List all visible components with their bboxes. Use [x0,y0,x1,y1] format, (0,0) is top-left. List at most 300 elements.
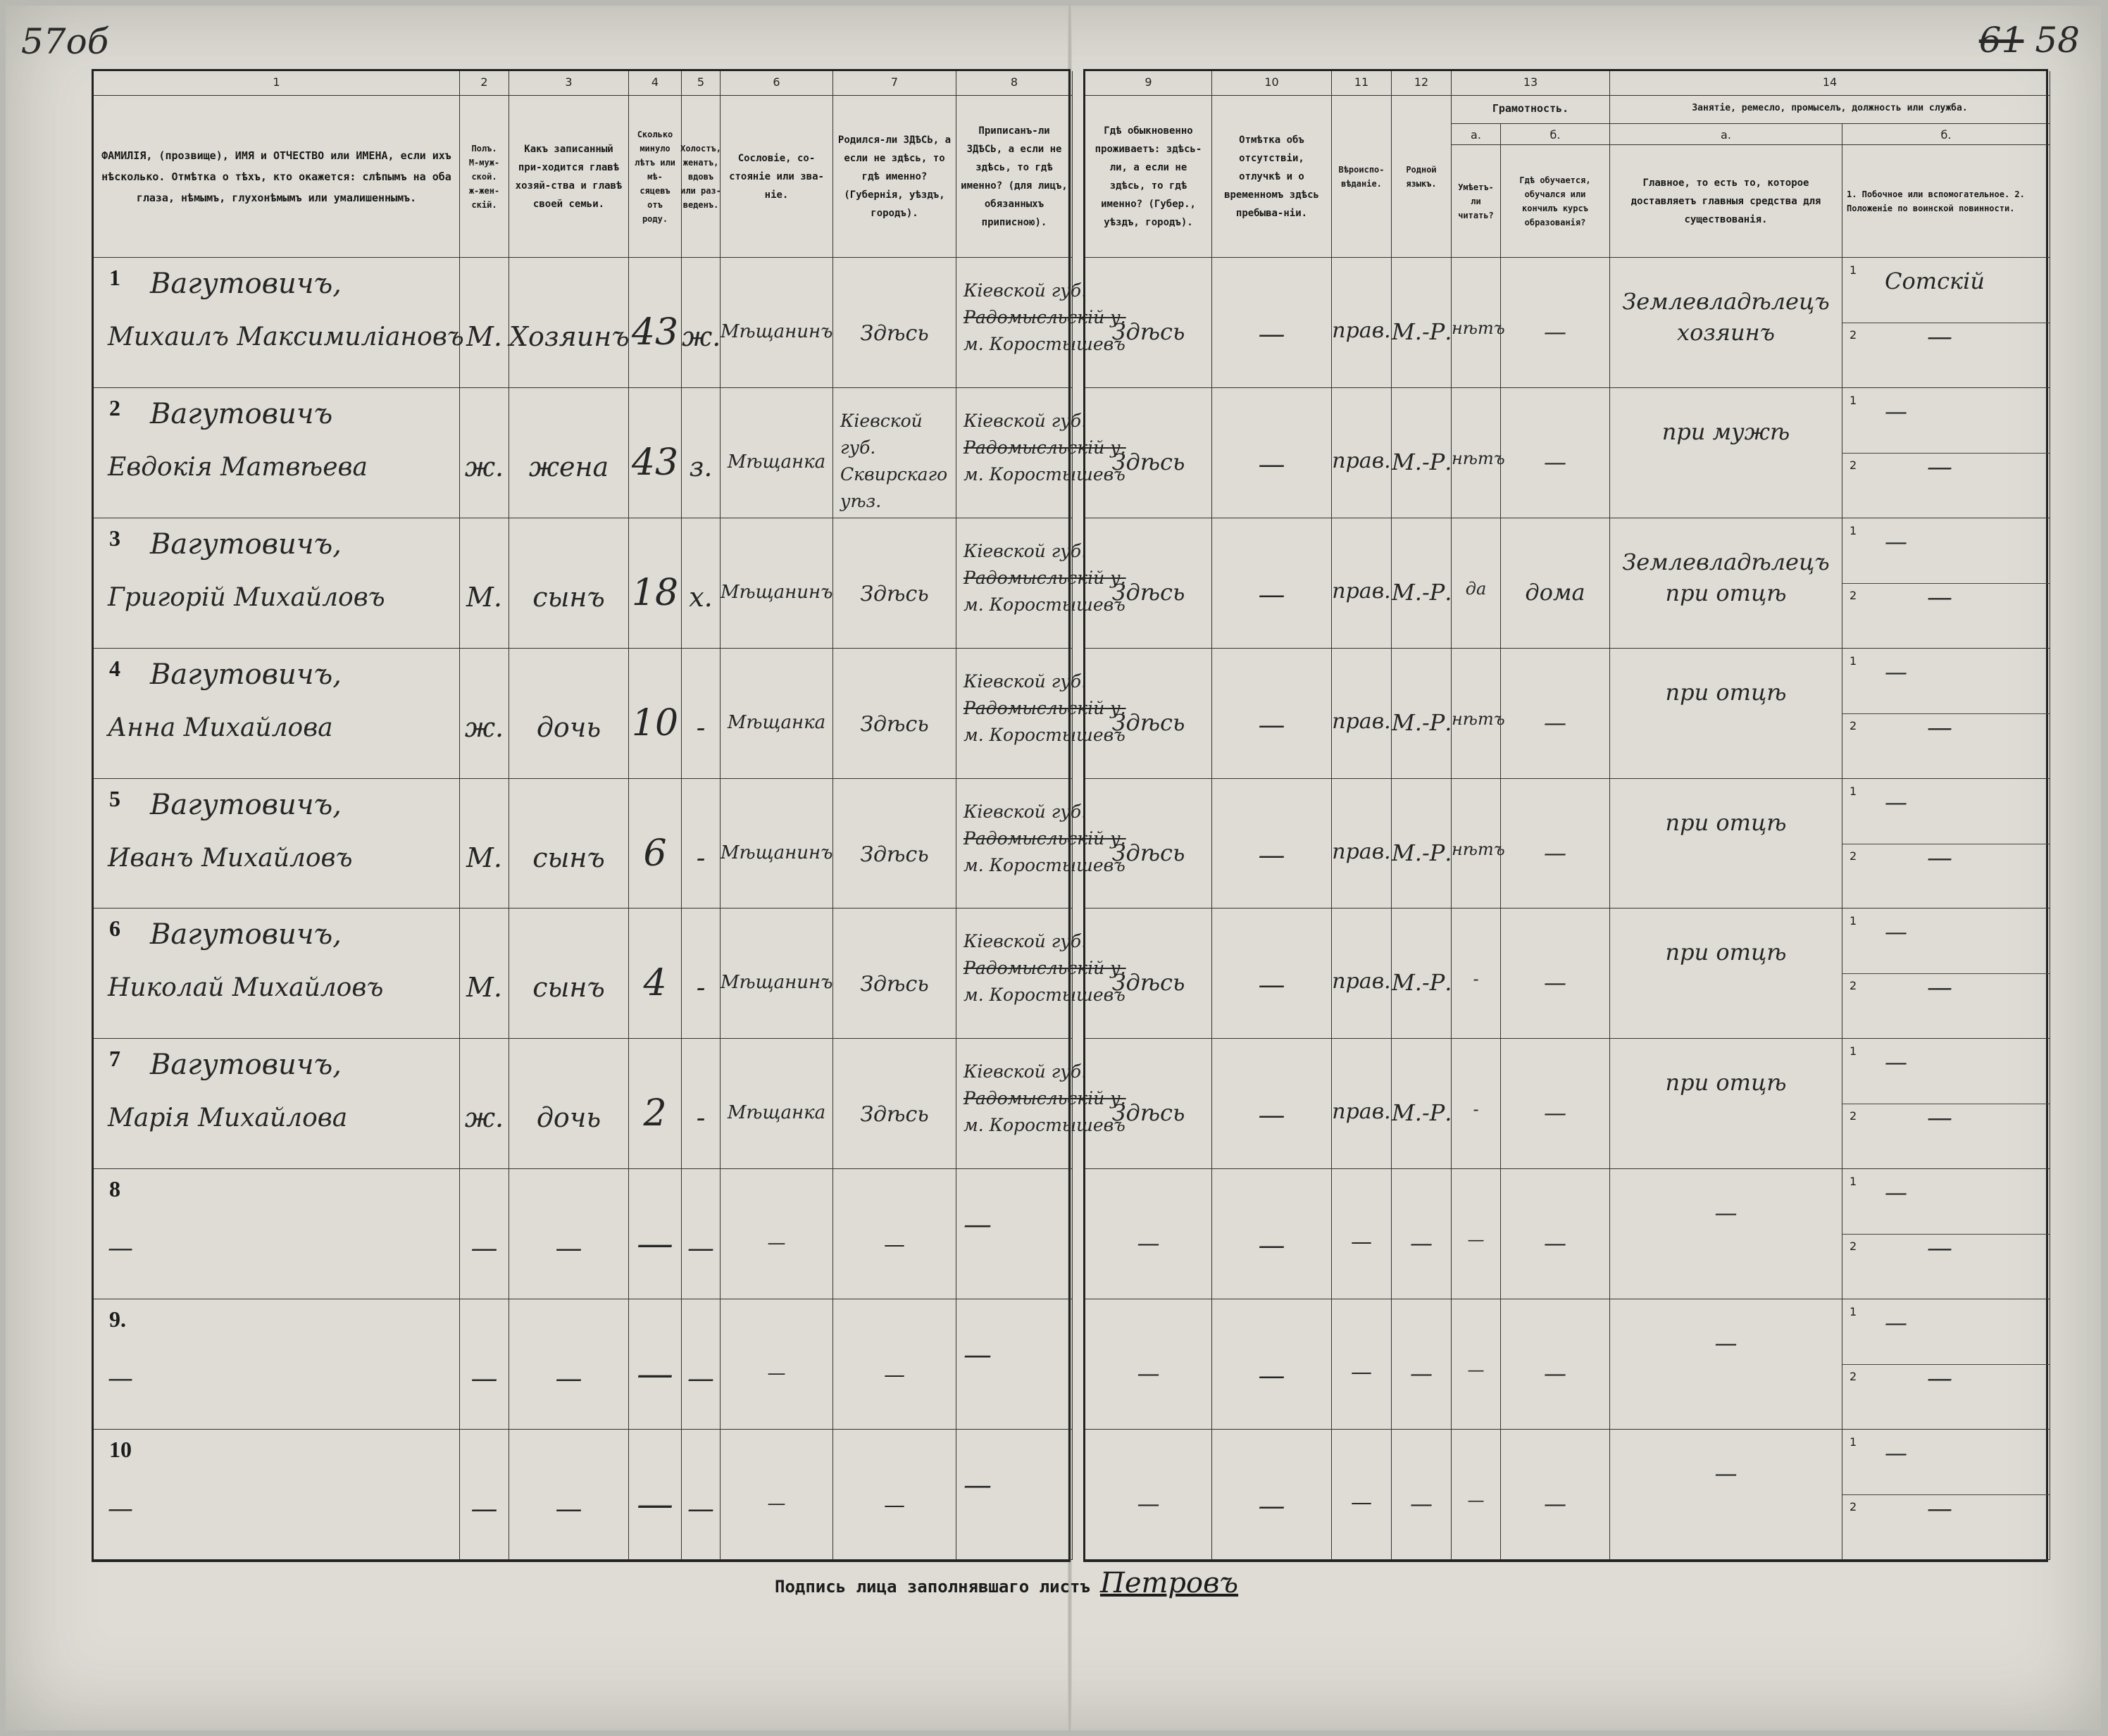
education-value: — [1544,969,1566,997]
secondary-occupation-value: — [1885,527,1907,555]
relation-value: сынъ [532,842,605,873]
estate-cell [721,1430,833,1560]
census-table-right [1083,69,2048,1562]
marital-cell [682,1039,721,1169]
secondary-occupation-cell [1842,518,2050,649]
estate-cell [721,779,833,909]
column-header: Сколько минуло лѣтъ или мѣ-сяцевъ отъ роду. [629,96,682,258]
name-cell [94,1039,460,1169]
military-status-value: — [1927,973,1952,1003]
residence-cell [1085,258,1212,388]
occupation-cell [1610,1039,1842,1169]
marital-value: — [687,1363,714,1394]
registration-district: Радомысльскій у. [963,307,1126,327]
literacy-cell [1452,1039,1501,1169]
age-cell [629,1039,682,1169]
name-cell [94,649,460,779]
birthplace-cell [833,1299,956,1430]
age-value: 6 [643,832,667,875]
registration-town: м. Коростышевъ [963,1115,1125,1136]
sub-row-number: 2 [1850,458,1857,472]
name-cell [94,1430,460,1560]
relation-cell [509,258,629,388]
struck-page-number: 61 [1978,20,2024,61]
column-header: Умѣетъ-ли читать? [1452,145,1501,258]
sub-column-label: б. [1842,124,2050,145]
military-status-value: — [1927,713,1952,742]
residence-cell [1085,518,1212,649]
religion-value: прав. [1332,969,1391,994]
row-number: 8 [109,1176,120,1202]
registration-province: Кіевской губ. [963,801,1087,822]
name-cell [94,779,460,909]
secondary-occupation-value: — [1885,918,1907,946]
education-cell [1501,258,1610,388]
surname: Вагутовичъ, [150,658,342,691]
secondary-occupation-row [1842,649,2050,714]
age-cell [629,518,682,649]
language-value: М.-Р. [1392,969,1452,997]
registration-town: м. Коростышевъ [963,724,1125,745]
religion-value: — [1351,1490,1372,1516]
sex-cell [460,1039,509,1169]
military-status-row [1842,583,2050,648]
literacy-cell [1452,1169,1501,1299]
birthplace-value: Здѣсь [860,1102,929,1128]
birthplace-cell [833,258,956,388]
registration-district: Радомысльскій у. [963,697,1126,718]
sex-cell [460,779,509,909]
column-header: Родился-ли ЗДѢСЬ, а если не здѣсь, то гдѣ именно? (Губернія, уѣздъ, городъ). [833,96,956,258]
religion-cell [1332,779,1392,909]
column-number: 9 [1085,71,1212,96]
sex-cell [460,649,509,779]
archive-page-number-right [1979,20,2080,61]
secondary-occupation-value: — [1885,1179,1907,1206]
registration-cell [956,258,1126,388]
column-header: Полъ. М-муж-ской. ж-жен-скій. [460,96,509,258]
absence-cell [1212,1299,1332,1430]
religion-cell [1332,649,1392,779]
absence-value: — [1258,448,1285,480]
sub-row-number: 1 [1850,393,1857,407]
row-number: 5 [109,785,120,811]
military-status-row [1842,713,2050,778]
education-cell [1501,388,1610,518]
occupation-value: при отцѣ [1665,1069,1787,1097]
estate-value: Мѣщанинъ [721,972,833,994]
residence-value: Здѣсь [1111,318,1185,345]
military-status-value: — [1927,1234,1952,1263]
education-cell [1501,1430,1610,1560]
relation-value: Хозяинъ [509,321,630,352]
religion-cell [1332,518,1392,649]
registration-cell [956,1169,1073,1299]
marital-value: — [687,1232,714,1264]
absence-cell [1212,908,1332,1039]
given-name: — [108,1494,133,1524]
birthplace-value: Здѣсь [860,321,929,346]
occupation-value: при отцѣ [1665,939,1787,966]
estate-cell [721,649,833,779]
column-number: 11 [1332,71,1392,96]
education-value: дома [1525,578,1585,606]
age-cell [629,649,682,779]
military-status-value: — [1927,452,1952,482]
surname: Вагутовичъ, [150,1049,342,1082]
language-value: — [1410,1230,1433,1257]
relation-cell [509,649,629,779]
marital-cell [682,908,721,1039]
education-cell [1501,779,1610,909]
secondary-occupation-row [1842,908,2050,974]
column-header: Отмѣтка объ отсутствіи, отлучкѣ и о временномъ здѣсь пребыва-ніи. [1212,96,1332,258]
religion-cell [1332,1299,1392,1430]
birthplace-cell [833,649,956,779]
column-header: Главное, то есть то, которое доставляетъ главныя средства для существованія. [1610,145,1842,258]
age-value: 2 [643,1092,667,1135]
name-cell [94,258,464,388]
occupation-cell [1610,518,1842,649]
literacy-group-header: Грамотность. [1452,96,1610,124]
sub-row-number: 2 [1850,1109,1857,1123]
birthplace-cell [833,779,956,909]
birthplace-value: Здѣсь [860,711,929,737]
military-status-row [1842,1104,2050,1168]
residence-value: — [1137,1490,1160,1518]
sex-value: ж. [464,1102,504,1134]
absence-cell [1212,1430,1332,1560]
column-header: ФАМИЛІЯ, (прозвище), ИМЯ и ОТЧЕСТВО или ИМЕНА, если ихъ нѣсколько. Отмѣтка о тѣхъ, кто окажется: слѣпымъ на оба глаза, нѣмымъ, глухонѣмымъ или умалишеннымъ. [94,96,460,258]
estate-cell [721,388,833,518]
religion-value: — [1351,1230,1372,1255]
religion-cell [1332,1169,1392,1299]
age-cell [629,1169,682,1299]
religion-cell [1332,1430,1392,1560]
column-header: Холостъ, женатъ, вдовъ или раз-веденъ. [682,96,721,258]
column-number: 6 [721,71,833,96]
relation-cell [509,1039,629,1169]
residence-value: Здѣсь [1111,448,1185,475]
literacy-value: — [1467,1360,1485,1380]
sub-row-number: 1 [1850,914,1857,928]
sub-row-number: 1 [1850,1175,1857,1189]
education-value: — [1544,1099,1566,1127]
row-number: 3 [109,525,120,551]
military-status-row [1842,844,2050,908]
language-cell [1392,1299,1452,1430]
absence-cell [1212,518,1332,649]
absence-value: — [1258,708,1285,740]
birthplace-value: — [884,1232,905,1258]
age-value: 4 [643,962,667,1005]
religion-cell [1332,388,1392,518]
education-cell [1501,1299,1610,1430]
sub-row-number: 2 [1850,588,1857,602]
residence-value: Здѣсь [1111,1099,1185,1127]
age-value: — [637,1223,673,1266]
sub-column-label: а. [1452,124,1501,145]
column-number: 2 [460,71,509,96]
education-value: — [1544,1230,1566,1257]
census-table-left [92,69,1126,1562]
age-value: — [637,1483,673,1526]
marital-cell [682,518,721,649]
registration-cell [956,1430,1073,1560]
marital-value: - [696,842,706,873]
surname: Вагутовичъ, [150,527,342,561]
given-name: Марія Михайлова [108,1104,348,1133]
sex-value: М. [466,581,502,613]
relation-value: жена [528,451,609,482]
literacy-value: нѣтъ [1452,318,1505,338]
absence-cell [1212,649,1332,779]
literacy-cell [1452,779,1505,909]
given-name: Анна Михайлова [108,713,333,742]
education-cell [1501,1039,1610,1169]
residence-value: Здѣсь [1111,969,1185,997]
surname: Вагутовичъ, [150,788,342,821]
occupation-value: при мужѣ [1661,418,1790,445]
secondary-occupation-cell [1842,388,2050,518]
secondary-occupation-row [1842,388,2050,454]
birthplace-value: Кіевской губ. Сквирскаго уѣз. [840,410,948,511]
military-status-row [1842,1364,2050,1429]
language-cell [1392,1430,1452,1560]
occupation-cell [1610,649,1842,779]
literacy-value: нѣтъ [1452,708,1505,729]
birthplace-value: — [884,1363,905,1388]
registration-province: Кіевской губ. [963,931,1087,952]
birthplace-cell [833,388,956,518]
birthplace-cell [833,1169,956,1299]
column-number: 5 [682,71,721,96]
occupation-group-header: Занятіе, ремесло, промыселъ, должность или служба. [1610,96,2050,124]
sub-row-number: 2 [1850,849,1857,863]
relation-cell [509,518,629,649]
estate-cell [721,518,833,649]
literacy-value: - [1473,1099,1479,1120]
education-value: — [1544,318,1566,345]
row-number: 4 [109,655,120,681]
registration-cell [956,1299,1073,1430]
registration-lines [963,1339,992,1372]
education-value: — [1544,839,1566,866]
marital-value: - [696,711,706,743]
residence-value: Здѣсь [1111,578,1185,606]
residence-cell [1085,779,1212,909]
column-header: Гдѣ обучается, обучался или кончилъ курсъ образованія? [1501,145,1610,258]
estate-cell [721,1039,833,1169]
military-status-value: — [1927,1364,1952,1394]
given-name: Евдокія Матвѣева [108,452,368,482]
language-value: М.-Р. [1392,578,1452,606]
literacy-cell [1452,649,1505,779]
registration-district: Радомысльскій у. [963,1088,1126,1109]
name-cell [94,1299,460,1430]
secondary-occupation-cell [1842,649,2050,779]
marital-value: - [696,1102,706,1134]
secondary-occupation-value: — [1885,658,1907,685]
absence-value: — [1258,318,1285,349]
birthplace-cell [833,908,956,1039]
literacy-value: — [1467,1230,1485,1250]
absence-cell [1212,1169,1332,1299]
estate-value: Мѣщанинъ [721,842,833,863]
registration-province: Кіевской губ. [963,280,1087,301]
relation-value: сынъ [532,972,605,1004]
marital-cell [682,779,721,909]
sub-row-number: 2 [1850,1239,1857,1254]
surname: Вагутовичъ [150,397,333,430]
relation-value: — [555,1493,582,1525]
language-cell [1392,649,1452,779]
column-header: 1. Побочное или вспомогательное. 2. Положеніе по воинской повинности. [1842,145,2050,258]
estate-value: Мѣщанка [727,711,826,733]
occupation-cell [1610,908,1842,1039]
occupation-cell [1610,1299,1842,1430]
age-cell [629,258,682,388]
column-number: 7 [833,71,956,96]
relation-value: — [555,1232,582,1264]
marital-cell [682,649,721,779]
birthplace-cell [833,1039,956,1169]
education-value: — [1544,708,1566,736]
literacy-value: нѣтъ [1452,448,1505,468]
residence-cell [1085,1430,1212,1560]
name-cell [94,518,460,649]
registration-district: — [963,1339,992,1372]
given-name: Иванъ Михайловъ [108,843,353,873]
registration-district: Радомысльскій у. [963,958,1126,979]
absence-value: — [1258,578,1285,610]
military-status-row [1842,323,2050,387]
registration-town: м. Коростышевъ [963,463,1125,485]
religion-value: прав. [1332,318,1391,343]
signature-name: Петровъ [1099,1567,1239,1599]
religion-value: прав. [1332,839,1391,864]
estate-cell [721,1299,833,1430]
residence-cell [1085,1299,1212,1430]
given-name: Григорій Михайловъ [108,582,385,612]
registration-cell [956,388,1126,518]
marital-value: — [687,1493,714,1525]
absence-value: — [1258,1099,1285,1131]
military-status-row [1842,1494,2050,1559]
education-cell [1501,1169,1610,1299]
occupation-cell [1610,388,1842,518]
sub-row-number: 2 [1850,979,1857,993]
secondary-occupation-cell [1842,908,2050,1039]
registration-cell [956,779,1126,909]
occupation-value: Землевладѣлецъ при отцѣ [1622,548,1830,606]
sub-row-number: 2 [1850,718,1857,732]
estate-cell [721,258,833,388]
birthplace-value: Здѣсь [860,972,929,997]
absence-cell [1212,1039,1332,1169]
relation-value: — [555,1363,582,1394]
language-cell [1392,908,1452,1039]
name-cell [94,908,460,1039]
sex-cell [460,908,509,1039]
row-number: 2 [109,394,120,420]
sub-row-number: 2 [1850,1370,1857,1384]
registration-district: — [963,1209,992,1242]
religion-value: прав. [1332,578,1391,604]
absence-value: — [1258,969,1285,1001]
sex-value: М. [466,321,502,352]
column-header: Гдѣ обыкновенно проживаетъ: здѣсь-ли, а если не здѣсь, то гдѣ именно? (Губер., уѣздъ, городъ). [1085,96,1212,258]
age-cell [629,908,682,1039]
age-value: 43 [631,311,679,354]
registration-cell [956,1039,1126,1169]
column-number: 13 [1452,71,1610,96]
sex-value: ж. [464,451,504,482]
language-cell [1392,779,1452,909]
registration-lines [963,1209,992,1242]
religion-value: прав. [1332,1099,1391,1125]
language-value: М.-Р. [1392,318,1452,345]
religion-cell [1332,1039,1392,1169]
secondary-occupation-cell [1842,1430,2050,1560]
sub-row-number: 1 [1850,1044,1857,1059]
registration-province: Кіевской губ. [963,540,1087,561]
residence-cell [1085,1169,1212,1299]
secondary-occupation-value: Сотскій [1885,268,1985,294]
registration-cell [956,908,1126,1039]
residence-value: — [1137,1360,1160,1387]
absence-value: — [1258,1230,1285,1261]
occupation-cell [1610,1169,1842,1299]
secondary-occupation-cell [1842,1039,2050,1169]
residence-value: — [1137,1230,1160,1257]
military-status-value: — [1927,582,1952,612]
age-value: — [637,1353,673,1396]
literacy-value: да [1465,578,1487,599]
relation-cell [509,1430,629,1560]
relation-cell [509,1169,629,1299]
secondary-occupation-cell [1842,1299,2050,1430]
sub-row-number: 1 [1850,1435,1857,1449]
registration-town: м. Коростышевъ [963,594,1125,615]
absence-cell [1212,779,1332,909]
sub-column-label: а. [1610,124,1842,145]
estate-cell [721,1169,833,1299]
registration-cell [956,649,1126,779]
occupation-value: при отцѣ [1665,808,1787,836]
age-cell [629,1430,682,1560]
column-number: 4 [629,71,682,96]
language-cell [1392,1169,1452,1299]
military-status-row [1842,973,2050,1038]
secondary-occupation-row [1842,779,2050,844]
given-name: Михаилъ Максимиліановъ [108,323,464,351]
religion-cell [1332,258,1392,388]
religion-value: — [1351,1360,1372,1385]
signature-line [775,1562,1310,1604]
language-value: — [1410,1490,1433,1518]
occupation-value: Землевладѣлецъ хозяинъ [1622,288,1830,346]
given-name: — [108,1364,133,1394]
age-value: 18 [631,571,679,614]
sex-value: ж. [464,711,504,743]
given-name: — [108,1234,133,1263]
row-number: 6 [109,916,120,942]
secondary-occupation-row [1842,518,2050,584]
sub-row-number: 1 [1850,1305,1857,1319]
sex-cell [460,1299,509,1430]
estate-cell [721,908,833,1039]
